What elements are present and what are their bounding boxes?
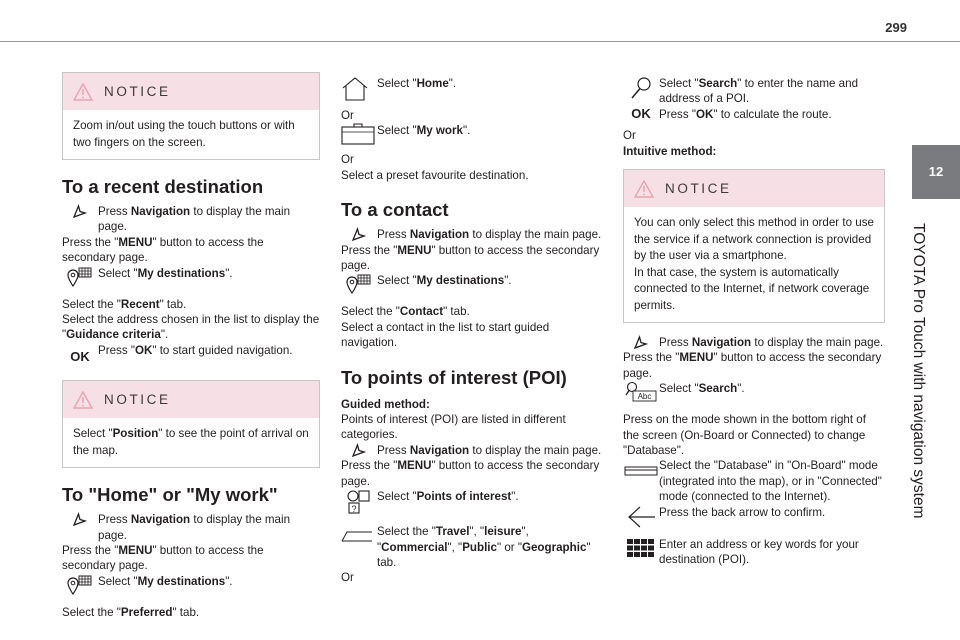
header-divider: [0, 41, 960, 42]
step-press-menu: [62, 543, 320, 574]
text: " button to access the secondary page.: [341, 243, 600, 273]
step-select-home: [341, 76, 603, 102]
heading-contact: To a contact: [341, 199, 449, 221]
step-press-menu: [62, 235, 320, 266]
text-bold: Search: [698, 382, 738, 396]
text-bold: MENU: [118, 544, 153, 558]
text: " to see the point of arrival on the map.: [73, 427, 309, 457]
step-enter-address: [623, 537, 885, 568]
warning-icon: [73, 391, 93, 409]
step-press-navigation: [62, 204, 320, 235]
text-bold: OK: [134, 343, 153, 357]
tab-folder-icon: [341, 524, 377, 542]
text: Select ": [377, 124, 417, 138]
step-select-poi: [341, 489, 603, 515]
text: " to enter the name and address of a POI.: [659, 77, 859, 106]
text: Select the "Database" in "On-Board" mode (integrated into the map), or in "Connected" mode (connected to the Internet).: [659, 459, 882, 504]
text-bold: My destinations: [137, 574, 226, 588]
or-text: Or: [623, 129, 636, 143]
text-bold: Home: [416, 77, 449, 90]
notice-header: [63, 381, 319, 418]
notice-title: NOTICE: [104, 83, 171, 99]
text: ".: [448, 77, 457, 90]
home-icon: [341, 76, 377, 102]
text: to display the main page.: [98, 513, 291, 542]
back-arrow-icon: [623, 505, 659, 529]
text: Press the ": [62, 235, 119, 249]
text: Press the ": [623, 351, 680, 365]
poi-intro: Points of interest (POI) are listed in different categories.: [341, 413, 566, 442]
step-select-destinations: [62, 574, 320, 596]
column-3: [623, 76, 885, 568]
text: " button to access the secondary page.: [341, 459, 600, 488]
step-select-contact-list: Select a contact in the list to start guided navigation.: [341, 320, 550, 350]
step-back-arrow: [623, 505, 885, 529]
keyboard-grid-icon: [623, 537, 659, 559]
heading-recent-destination: To a recent destination: [62, 176, 264, 197]
text-bold: My work: [416, 124, 463, 138]
text-bold: Position: [112, 427, 159, 441]
text: Select the address chosen in the list to display the ": [62, 313, 320, 342]
text: Select ": [98, 574, 138, 588]
column-1: [62, 72, 320, 620]
notice-title: NOTICE: [665, 180, 732, 196]
search-abc-icon: [623, 381, 659, 403]
notice-body: [63, 418, 319, 467]
text-bold: MENU: [679, 351, 714, 365]
text: Select the ": [377, 525, 436, 539]
text: " tab.: [377, 540, 591, 569]
text: " to start guided navigation.: [152, 343, 293, 357]
notice-header: [63, 73, 319, 110]
text: Select ": [377, 274, 417, 288]
text-bold: Navigation: [130, 513, 191, 527]
text: Select the ": [62, 297, 121, 311]
text: " tab.: [159, 297, 187, 311]
text: " to calculate the route.: [713, 107, 832, 121]
or-text: Or: [341, 153, 354, 167]
step-press-menu: [341, 458, 603, 489]
text: Press the ": [341, 243, 398, 257]
notice-title: NOTICE: [104, 392, 171, 408]
text: Select the ": [62, 605, 121, 619]
text-bold: MENU: [397, 243, 432, 257]
text-bold: MENU: [397, 459, 432, 473]
text: " or ": [496, 540, 522, 554]
database-toggle-icon: [623, 458, 659, 476]
text-bold: Guidance criteria: [66, 328, 161, 342]
step-select-category: [341, 524, 603, 570]
text-bold: Navigation: [691, 336, 752, 350]
text-bold: Commercial: [381, 540, 448, 554]
text: Press the ": [341, 459, 398, 473]
heading-home-work: To "Home" or "My work": [62, 484, 278, 506]
text-bold: leisure: [484, 525, 522, 539]
step-press-ok: [62, 343, 320, 364]
text-bold: Public: [462, 540, 497, 554]
text-bold: Search: [698, 77, 738, 90]
text-bold: Preferred: [120, 605, 173, 619]
text-bold: Geographic: [521, 540, 587, 554]
text: to display the main page.: [469, 443, 602, 457]
text: ".: [504, 274, 512, 288]
heading-poi: To points of interest (POI): [341, 366, 567, 388]
text: Press: [377, 228, 410, 242]
text-bold: OK: [695, 107, 714, 121]
step-press-navigation: [623, 335, 885, 350]
notice-box-position: [62, 380, 320, 468]
text-bold: Contact: [399, 305, 444, 319]
side-title: [872, 223, 960, 519]
step-select-address: [62, 312, 320, 343]
side-title-text: TOYOTA Pro Touch with navigation system: [910, 223, 927, 519]
search-ok-icon: [623, 76, 659, 121]
page-number: 299: [885, 20, 907, 35]
text: Select ": [377, 77, 417, 90]
notice-box-zoom: [62, 72, 320, 160]
step-select-database: [623, 458, 885, 504]
ok-icon: OK: [70, 348, 90, 364]
text: ".: [737, 382, 745, 396]
text-bold: Navigation: [130, 205, 191, 218]
text: ", ": [469, 525, 485, 539]
step-press-navigation: [341, 227, 603, 242]
svg-text:?: ?: [351, 504, 357, 515]
text: Select ": [659, 77, 699, 90]
navigation-arrow-icon: [341, 227, 377, 241]
notice-body: Zoom in/out using the touch buttons or with two fingers on the screen.: [73, 119, 295, 149]
text: Press: [98, 513, 131, 527]
step-select-search: [623, 76, 885, 122]
text: Select ": [377, 490, 417, 504]
step-press-navigation: [341, 443, 603, 458]
text-bold: Travel: [435, 525, 470, 539]
text: Select ": [659, 382, 699, 396]
text: Enter an address or key words for your destination (POI).: [659, 537, 859, 567]
text: Press ": [659, 107, 696, 121]
text-bold: Navigation: [409, 228, 470, 242]
text-bold: MENU: [118, 235, 153, 249]
text: Press the back arrow to confirm.: [659, 505, 826, 519]
text: ".: [225, 266, 233, 280]
or-text: Or: [341, 571, 354, 585]
step-select-preferred: [62, 605, 320, 620]
destinations-pin-icon: [341, 273, 377, 295]
notice-header: [624, 170, 884, 207]
text: Press: [659, 336, 692, 350]
briefcase-icon: [341, 123, 377, 145]
text: " button to access the secondary page.: [62, 235, 264, 265]
notice-box-network: [623, 169, 885, 323]
step-press-menu: [623, 350, 885, 381]
text: to display the main page.: [469, 228, 602, 242]
text: " button to access the secondary page.: [62, 544, 264, 573]
text-bold: Recent: [120, 297, 160, 311]
step-press-navigation: [62, 512, 320, 543]
warning-icon: [73, 83, 93, 101]
text-bold: My destinations: [416, 274, 505, 288]
poi-icon: [341, 489, 377, 515]
text: ".: [462, 124, 471, 138]
text-bold: My destinations: [137, 266, 226, 280]
text: Press ": [98, 343, 135, 357]
step-select-destinations: [62, 266, 320, 288]
warning-icon: [634, 180, 654, 198]
step-select-search: [623, 381, 885, 403]
text: Select ": [73, 427, 113, 441]
text: Select ": [98, 266, 138, 280]
search-icon: [629, 76, 653, 100]
guided-method-label: Guided method:: [341, 397, 430, 411]
abc-label: Abc: [637, 392, 652, 402]
step-press-mode: Press on the mode shown in the bottom right of the screen (On-Board or Connected) to change "Database".: [623, 413, 866, 458]
step-press-menu: [341, 243, 603, 274]
text-bold: Points of interest: [416, 490, 512, 504]
column-2: [341, 76, 603, 586]
step-select-recent: [62, 297, 320, 312]
preset-text: Select a preset favourite destination.: [341, 168, 529, 182]
notice-text: You can only select this method in order to use the service if a network connection is provided by the user via a smartphone.: [634, 216, 874, 263]
text: " tab.: [172, 605, 200, 619]
ok-icon: OK: [631, 106, 651, 121]
navigation-arrow-icon: [62, 512, 98, 526]
text: ".: [225, 574, 233, 588]
text: " tab.: [443, 305, 470, 319]
navigation-arrow-icon: [623, 335, 659, 349]
destinations-pin-icon: [62, 266, 98, 288]
text: ".: [160, 328, 169, 342]
text-bold: Navigation: [409, 443, 470, 457]
intuitive-method-label: Intuitive method:: [623, 144, 717, 158]
text: to display the main page.: [751, 336, 884, 350]
navigation-arrow-icon: [341, 443, 377, 457]
notice-body: [624, 207, 884, 322]
text: to display the main page.: [98, 205, 291, 234]
chapter-tab[interactable]: 12: [912, 145, 960, 199]
text: ", ": [447, 540, 463, 554]
text: ".: [511, 490, 519, 504]
step-select-contact: [341, 304, 603, 319]
text: Press: [98, 205, 131, 218]
or-text: Or: [341, 109, 354, 122]
notice-text: In that case, the system is automatically connected to the Internet, if network coverage permits.: [634, 265, 870, 312]
navigation-arrow-icon: [62, 204, 98, 218]
text: Press: [377, 443, 410, 457]
step-select-work: [341, 123, 603, 145]
text: Press the ": [62, 544, 119, 558]
step-select-destinations: [341, 273, 603, 295]
text: " button to access the secondary page.: [623, 351, 882, 380]
text: Select the ": [341, 305, 400, 319]
text: ", ": [377, 525, 529, 554]
destinations-pin-icon: [62, 574, 98, 596]
